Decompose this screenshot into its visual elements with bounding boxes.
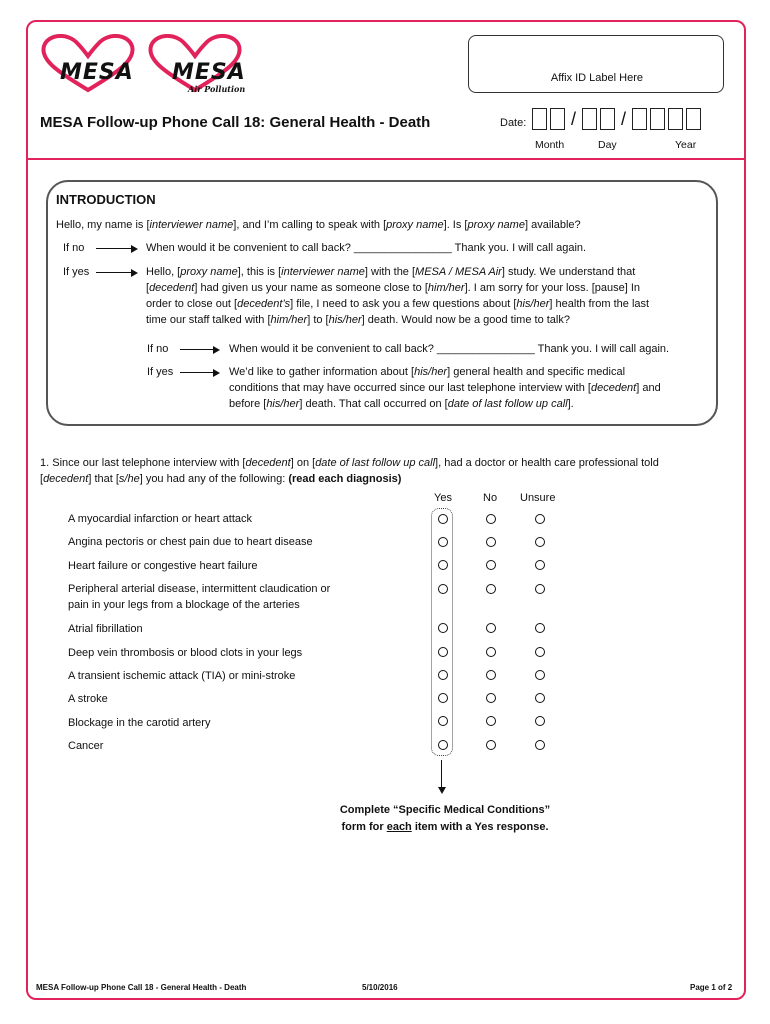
- column-header-yes: Yes: [434, 492, 452, 504]
- sub-if-no-label: If no: [147, 343, 169, 355]
- date-field[interactable]: [532, 108, 704, 130]
- if-no-label: If no: [63, 242, 85, 254]
- logo-text: MESA: [60, 60, 134, 85]
- column-header-unsure: Unsure: [520, 492, 556, 504]
- mesa-logo: [38, 34, 138, 94]
- radio-no[interactable]: [486, 670, 496, 680]
- column-header-no: No: [483, 492, 498, 504]
- date-separator: /: [571, 108, 577, 129]
- radio-unsure[interactable]: [535, 693, 545, 703]
- date-digit-box[interactable]: [532, 108, 547, 130]
- diagnosis-item: Heart failure or congestive heart failure: [68, 560, 258, 572]
- logo-subtitle: Air Pollution: [188, 84, 246, 94]
- page-title: MESA Follow-up Phone Call 18: General Health - Death: [40, 114, 431, 131]
- date-digit-box[interactable]: [668, 108, 683, 130]
- sub-if-yes-text-line: conditions that may have occurred since our last telephone interview with [decedent] and: [229, 382, 661, 394]
- footer-page-number: Page 1 of 2: [690, 983, 733, 992]
- page-border: [26, 20, 746, 1000]
- radio-unsure[interactable]: [535, 716, 545, 726]
- day-caption: Day: [598, 139, 617, 151]
- radio-yes[interactable]: [438, 537, 448, 547]
- mesa-air-logo: [140, 34, 250, 96]
- arrow-right-icon: [96, 272, 136, 273]
- diagnosis-item: Blockage in the carotid artery: [68, 717, 211, 729]
- date-digit-box[interactable]: [650, 108, 665, 130]
- date-digit-box[interactable]: [686, 108, 701, 130]
- if-yes-text-line: order to close out [decedent’s] file, I need to ask you a few questions about [his/her] health from the last: [146, 298, 650, 310]
- radio-no[interactable]: [486, 560, 496, 570]
- radio-no[interactable]: [486, 716, 496, 726]
- arrow-right-icon: [96, 248, 136, 249]
- complete-form-note: Complete “Specific Medical Conditions” form for each item with a Yes response.: [339, 804, 551, 833]
- radio-yes[interactable]: [438, 693, 448, 703]
- if-yes-text-line: [decedent] had given us your name as someone close to [him/her]. I am sorry for your loss. [pause] In: [146, 282, 641, 294]
- footer-doc-name: MESA Follow-up Phone Call 18 - General Health - Death: [36, 983, 247, 992]
- id-label-text: Affix ID Label Here: [550, 72, 643, 84]
- radio-no[interactable]: [486, 693, 496, 703]
- introduction-heading: INTRODUCTION: [56, 192, 156, 207]
- if-no-text: When would it be convenient to call back? ________________ Thank you. I will call again.: [146, 242, 587, 254]
- year-caption: Year: [675, 139, 697, 151]
- radio-yes[interactable]: [438, 647, 448, 657]
- sub-if-yes-text-line: We’d like to gather information about [his/her] general health and specific medical: [229, 366, 626, 378]
- if-yes-label: If yes: [63, 266, 90, 278]
- date-label: Date:: [500, 117, 527, 129]
- id-label-box: [468, 35, 724, 93]
- radio-no[interactable]: [486, 740, 496, 750]
- radio-no[interactable]: [486, 514, 496, 524]
- diagnosis-item: A myocardial infarction or heart attack: [68, 513, 253, 525]
- radio-yes[interactable]: [438, 740, 448, 750]
- date-digit-box[interactable]: [600, 108, 615, 130]
- diagnosis-item: Deep vein thrombosis or blood clots in your legs: [68, 647, 303, 659]
- diagnosis-item: A transient ischemic attack (TIA) or mini-stroke: [68, 670, 296, 682]
- radio-yes[interactable]: [438, 584, 448, 594]
- sub-if-yes-text-line: before [his/her] death. That call occurred on [date of last follow up call].: [229, 398, 574, 410]
- radio-unsure[interactable]: [535, 670, 545, 680]
- radio-yes[interactable]: [438, 670, 448, 680]
- radio-yes[interactable]: [438, 560, 448, 570]
- arrow-right-icon: [180, 372, 218, 373]
- if-yes-text-line: Hello, [proxy name], this is [interviewer name] with the [MESA / MESA Air] study. We understand that: [146, 266, 636, 278]
- radio-unsure[interactable]: [535, 740, 545, 750]
- radio-no[interactable]: [486, 584, 496, 594]
- radio-unsure[interactable]: [535, 537, 545, 547]
- logo-text: MESA: [172, 60, 246, 85]
- radio-no[interactable]: [486, 623, 496, 633]
- diagnosis-item: Cancer: [68, 740, 104, 752]
- radio-unsure[interactable]: [535, 560, 545, 570]
- radio-no[interactable]: [486, 537, 496, 547]
- radio-yes[interactable]: [438, 514, 448, 524]
- date-digit-box[interactable]: [550, 108, 565, 130]
- diagnosis-item-cont: pain in your legs from a blockage of the arteries: [68, 599, 300, 611]
- radio-yes[interactable]: [438, 623, 448, 633]
- arrow-down-icon: [441, 760, 442, 792]
- footer-date: 5/10/2016: [362, 983, 398, 992]
- diagnosis-item: Peripheral arterial disease, intermittent claudication or: [68, 583, 331, 595]
- diagnosis-item: A stroke: [68, 693, 108, 705]
- if-yes-text-line: time our staff talked with [him/her] to [his/her] death. Would now be a good time to talk?: [146, 314, 570, 326]
- date-separator: /: [621, 108, 627, 129]
- radio-unsure[interactable]: [535, 623, 545, 633]
- sub-if-no-text: When would it be convenient to call back? ________________ Thank you. I will call again.: [229, 343, 670, 355]
- intro-greeting: Hello, my name is [interviewer name], and I’m calling to speak with [proxy name]. Is [proxy name] available?: [56, 219, 581, 231]
- arrow-right-icon: [180, 349, 218, 350]
- header-divider: [26, 158, 746, 160]
- diagnosis-item: Atrial fibrillation: [68, 623, 143, 635]
- radio-unsure[interactable]: [535, 584, 545, 594]
- question-1-text: 1. Since our last telephone interview with [decedent] on [date of last follow up call], had a doctor or health care professional told [decedent] that [s/he] you had any of the following: (read each diagnosis): [40, 457, 659, 485]
- radio-unsure[interactable]: [535, 647, 545, 657]
- diagnosis-item: Angina pectoris or chest pain due to heart disease: [68, 536, 313, 548]
- radio-unsure[interactable]: [535, 514, 545, 524]
- month-caption: Month: [535, 139, 565, 151]
- date-digit-box[interactable]: [582, 108, 597, 130]
- date-digit-box[interactable]: [632, 108, 647, 130]
- radio-no[interactable]: [486, 647, 496, 657]
- radio-yes[interactable]: [438, 716, 448, 726]
- sub-if-yes-label: If yes: [147, 366, 174, 378]
